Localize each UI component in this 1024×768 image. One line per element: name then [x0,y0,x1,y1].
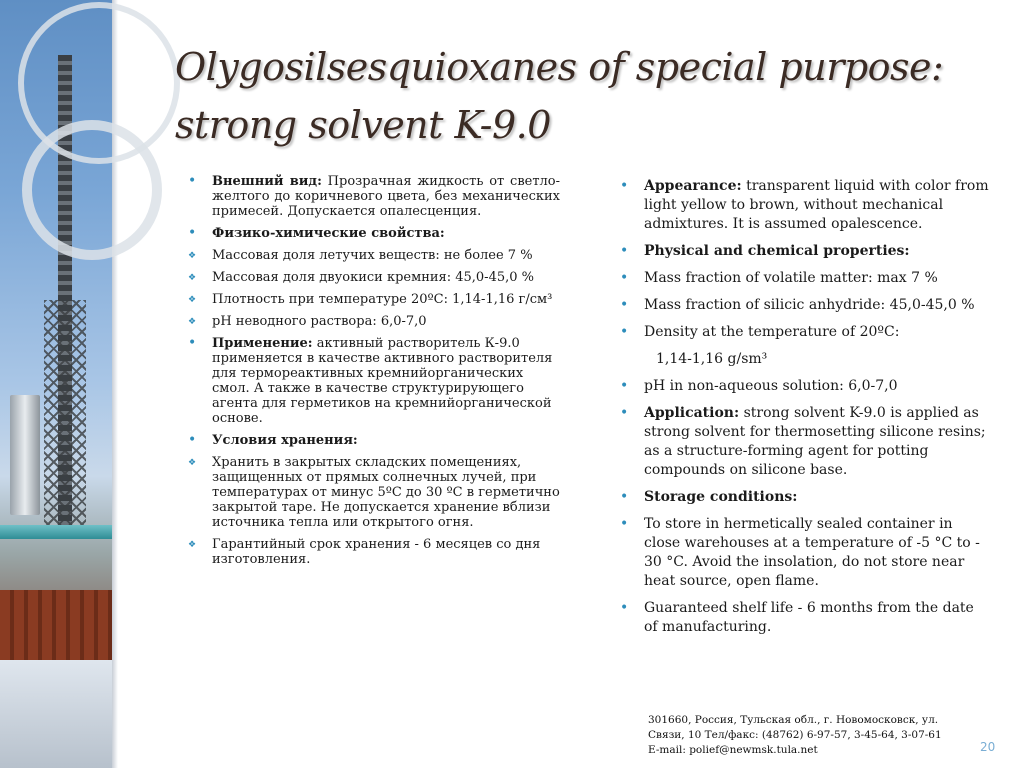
english-column [620,177,990,645]
props-heading-en: Physical and chemical properties: [644,243,910,259]
density-en: Density at the temperature of 20ºC: [644,324,900,340]
storage-heading-en: Storage conditions: [644,489,798,505]
density-ru: Плотность при температуре 20ºС: 1,14-1,16 г/см³ [212,292,553,307]
bullet-icon: • [188,335,197,351]
pipeline [0,525,112,539]
list-item-props-heading-ru [188,226,560,241]
volatile-en: Mass fraction of volatile matter: max 7 % [644,270,938,286]
bullet-icon: • [620,324,629,340]
list-item-storage-ru [188,455,560,530]
snow-ground [0,660,112,768]
list-item-ph-en [620,377,990,396]
storage-tank [10,395,40,515]
bullet-icon: • [620,489,629,505]
bullet-icon: • [188,225,197,241]
list-item-storage-heading-ru [188,433,560,448]
volatile-ru: Массовая доля летучих веществ: не более 7 % [212,248,533,263]
list-item-shelf-life-ru [188,537,560,567]
appearance-label-ru: Внешний вид: [212,174,322,189]
diamond-bullet-icon: ❖ [188,273,197,283]
ph-en: pH in non-aqueous solution: 6,0-7,0 [644,378,898,394]
list-item-silica-en [620,296,990,315]
contact-address [648,713,968,758]
diamond-bullet-icon: ❖ [188,295,197,305]
list-item-volatile-en [620,269,990,288]
address-line-1: 301660, Россия, Тульская обл., г. Новомосковск, ул. [648,714,939,726]
lattice-tower [44,300,86,530]
props-heading-ru: Физико-химические свойства: [212,226,445,241]
address-line-2: Связи, 10 Тел/факс: (48762) 6-97-57, 3-45-64, 3-07-61 [648,729,942,741]
list-item-silica-ru [188,270,560,285]
diamond-bullet-icon: ❖ [188,458,197,468]
bullet-icon: • [620,516,629,532]
list-item-density-value-en [620,350,990,369]
silica-ru: Массовая доля двуокиси кремния: 45,0-45,0 % [212,270,535,285]
bullet-icon: • [188,432,197,448]
bullet-icon: • [188,173,197,189]
page-number: 20 [980,740,996,754]
storage-text-ru: Хранить в закрытых складских помещениях, защищенных от прямых солнечных лучей, при температурах от минус 5ºС до 30 ºС в герметично закрытой таре. Не допускается хранение вблизи источника тепла или открытого огня. [212,455,560,530]
silica-en: Mass fraction of silicic anhydride: 45,0-45,0 % [644,297,975,313]
bullet-icon: • [620,297,629,313]
slide-title [175,38,995,154]
list-item-density-ru [188,292,560,307]
bullet-icon: • [620,600,629,616]
decorative-ring [22,120,162,260]
title-line-1: Olygosilsesquioxanes of special purpose: [175,45,944,89]
list-item-ph-ru [188,314,560,329]
diamond-bullet-icon: ❖ [188,251,197,261]
title-line-2: strong solvent K-9.0 [175,103,551,147]
application-text-ru: активный растворитель К-9.0 применяется в качестве активного растворителя для термореактивных кремнийорганических смол. А также в качестве структурирующего агента для герметиков на кремнийорганической основе. [212,336,553,426]
russian-column [188,174,560,574]
diamond-bullet-icon: ❖ [188,317,197,327]
list-item-storage-en [620,515,990,591]
list-item-application-en [620,404,990,480]
bullet-icon: • [620,270,629,286]
list-item-props-heading-en [620,242,990,261]
appearance-text-ru: Прозрачная жидкость от светло-желтого до коричневого цвета, без механических примесей. Допускается опалесценция. [212,174,560,219]
list-item-storage-heading-en [620,488,990,507]
shelf-life-ru: Гарантийный срок хранения - 6 месяцев со дня изготовления. [212,537,541,567]
application-label-ru: Применение: [212,336,313,351]
shelf-life-en: Guaranteed shelf life - 6 months from the date of manufacturing. [644,600,974,635]
address-line-3: E-mail: polief@newmsk.tula.net [648,744,818,756]
diamond-bullet-icon: ❖ [188,540,197,550]
list-item-shelf-life-en [620,599,990,637]
bullet-icon: • [620,378,629,394]
density-value-en: 1,14-1,16 g/sm³ [656,351,768,367]
storage-text-en: To store in hermetically sealed container in close warehouses at a temperature of -5 °C to - 30 °C. Avoid the insolation, do not store near heat source, open flame. [644,516,980,589]
list-item-appearance-en [620,177,990,234]
bullet-icon: • [620,405,629,421]
bullet-icon: • [620,243,629,259]
list-item-density-en [620,323,990,342]
application-label-en: Application: [644,405,740,421]
storage-heading-ru: Условия хранения: [212,433,358,448]
ph-ru: pH неводного раствора: 6,0-7,0 [212,314,427,329]
application-text-en: strong solvent K-9.0 is applied as strong solvent for thermosetting silicone resins; as a structure-forming agent for potting compounds on silicone base. [644,405,986,478]
industrial-ground [0,590,112,660]
appearance-text-en: transparent liquid with color from light yellow to brown, without mechanical admixtures. It is assumed opalescence. [644,178,989,232]
list-item-volatile-ru [188,248,560,263]
list-item-application-ru [188,336,560,426]
appearance-label-en: Appearance: [644,178,742,194]
list-item-appearance-ru [188,174,560,219]
bullet-icon: • [620,178,629,194]
